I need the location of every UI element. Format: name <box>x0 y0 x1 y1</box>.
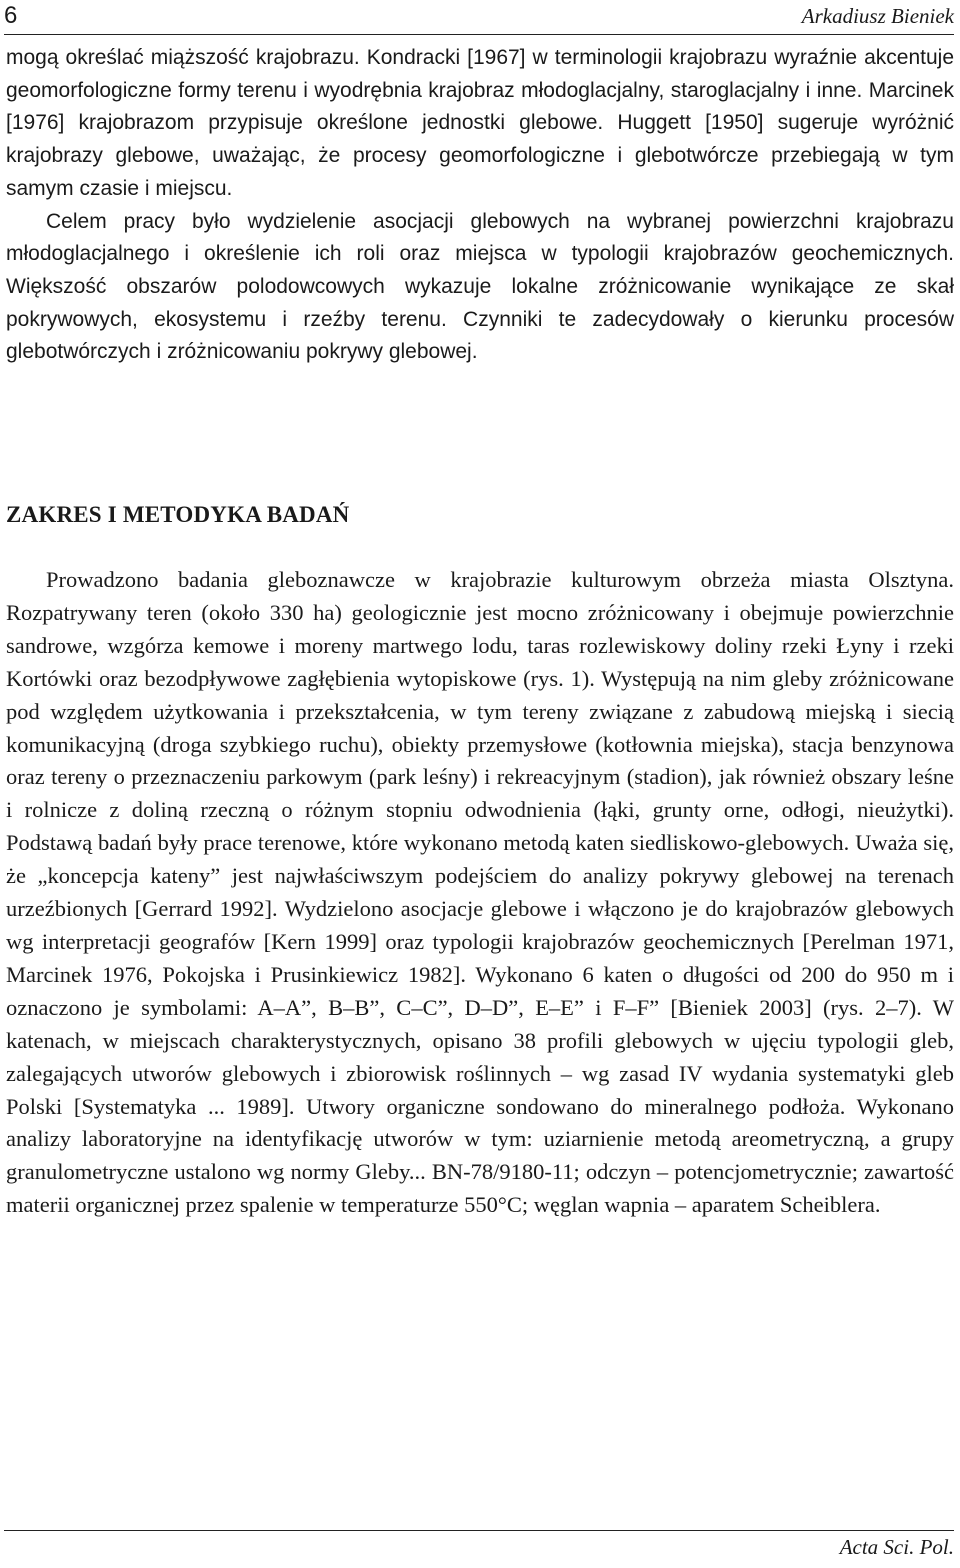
intro-paragraph-2: Celem pracy było wydzielenie asocjacji glebowych na wybranej powierzchni krajobrazu młodoglacjalnego i określenie ich roli oraz miejsca w typologii krajobrazów geochemicznych. Większość obszarów polodowcowych wykazuje lokalne zróżnicowanie wynikające ze skał pokrywowych, ekosystemu i rzeźby terenu. Czynniki te zadecydowały o kierunku procesów glebotwórczych i zróżnicowaniu pokrywy glebowej. <box>6 209 954 364</box>
running-head-author: Arkadiusz Bieniek <box>801 4 954 28</box>
page-header <box>4 4 954 35</box>
running-foot-journal: Acta Sci. Pol. <box>839 1535 954 1559</box>
intro-paragraph-1: mogą określać miąższość krajobrazu. Kondracki [1967] w terminologii krajobrazu wyraźnie akcentuje geomorfologiczne formy terenu i wyodrębnia krajobraz młodoglacjalny, staroglacjalny i inne. Marcinek [1976] krajobrazom przypisuje określone jednostki glebowe. Huggett [1950] sugeruje wyróżnić krajobrazy glebowe, uważając, że procesy geomorfologiczne i glebotwórcze przebiegają w tym samym czasie i miejscu. <box>6 46 954 200</box>
section-heading: ZAKRES I METODYKA BADAŃ <box>6 502 350 527</box>
page-number: 6 <box>4 2 18 29</box>
page-footer <box>4 1530 954 1559</box>
section-text <box>6 564 954 1222</box>
intro-text <box>6 42 954 369</box>
section-paragraph: Prowadzono badania gleboznawcze w krajobrazie kulturowym obrzeża miasta Olsztyna. Rozpatrywany teren (około 330 ha) geologicznie jest mocno zróżnicowany i obejmuje powierzchnie sandrowe, wzgórza kemowe i moreny martwego lodu, taras rozlewiskowy doliny rzeki Łyny i rzeki Kortówki oraz bezodpływowe zagłębienia wytopiskowe (rys. 1). Występują na nim gleby zróżnicowane pod względem użytkowania i przekształcenia, w tym tereny związane z zabudową miejską i siecią komunikacyjną (droga szybkiego ruchu), obiekty przemysłowe (kotłownia miejska), stacja benzynowa oraz tereny o przeznaczeniu parkowym (park leśny) i rekreacyjnym (stadion), jak również obszary leśne i rolnicze z doliną rzeczną o różnym stopniu odwodnienia (łąki, grunty orne, odłogi, nieużytki). Podstawą badań były prace terenowe, które wykonano metodą katen siedliskowo-glebowych. Uważa się, że „koncepcja kateny” jest najwłaściwszym podejściem do analizy pokrywy glebowej na terenach urzeźbionych [Gerrard 1992]. Wydzielono asocjacje glebowe i włączono je do krajobrazów glebowych wg interpretacji geografów [Kern 1999] oraz typologii krajobrazów geochemicznych [Perelman 1971, Marcinek 1976, Pokojska i Prusinkiewicz 1982]. Wykonano 6 katen o długości od 200 do 950 m i oznaczono je symbolami: A–A”, B–B”, C–C”, D–D”, E–E” i F–F” [Bieniek 2003] (rys. 2–7). W katenach, w miejscach charakterystycznych, opisano 38 profili glebowych w ujęciu typologii gleb, zalegających utworów glebowych i zbiorowisk roślinnych – wg zasad IV wydania systematyki gleb Polski [Systematyka ... 1989]. Utwory organiczne sondowano do mineralnego podłoża. Wykonano analizy laboratoryjne na identyfikację utworów w tym: uziarnienie metodą areometryczną, a grupy granulometryczne ustalono wg normy Gleby... BN-78/9180-11; odczyn – potencjometrycznie; zawartość materii organicznej przez spalenie w temperaturze 550°C; węglan wapnia – aparatem Scheiblera. <box>6 567 954 1218</box>
